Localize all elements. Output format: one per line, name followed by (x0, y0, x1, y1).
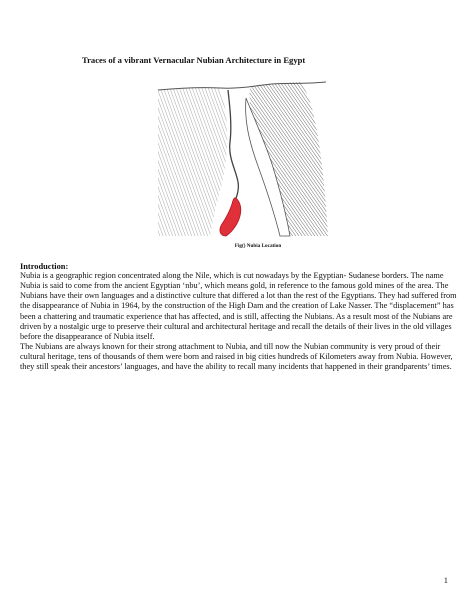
paragraph-2: The Nubians are always known for their strong attachment to Nubia, and till now the Nubian community is very proud of their cultural heritage, tens of thousands of them were born and raised in big cities hundreds of Kilometers away from Nubia. However, they still speak their ancestors’ languages, and have the ability to recall many incidents that happened in their grandparents’ times. (20, 342, 453, 372)
page-number: 1 (443, 575, 448, 585)
document-title: Traces of a vibrant Vernacular Nubian Architecture in Egypt (82, 55, 306, 65)
paragraph-1: Nubia is a geographic region concentrated along the Nile, which is cut nowadays by the Egyptian- Sudanese borders. The name Nubia is said to come from the ancient Egyptian ‘nbu’, which means gold, in reference to the famous gold mines of the area. The Nubians have their own languages and a distinctive culture that differed a lot than the rest of the Egyptians. They had suffered from the disappearance of Nubia in 1964, by the construction of the High Dam and the creation of Lake Nasser. The “displacement” has been a chattering and traumatic experience that has affected, and is still, affecting the Nubians. As a result most of the Nubians are driven by a nostalgic urge to preserve their cultural and architectural heritage and recall the details of their lives in the old villages before the disappearance of Nubia itself. (20, 271, 457, 341)
nubia-location-map (150, 78, 332, 238)
land-hatching (158, 88, 227, 236)
body-text (20, 271, 458, 373)
map-illustration (150, 78, 332, 238)
section-heading: Introduction: (20, 262, 69, 271)
figure-caption: Fig() Nubia Location (234, 243, 282, 249)
nubia-region-highlight (220, 198, 241, 236)
